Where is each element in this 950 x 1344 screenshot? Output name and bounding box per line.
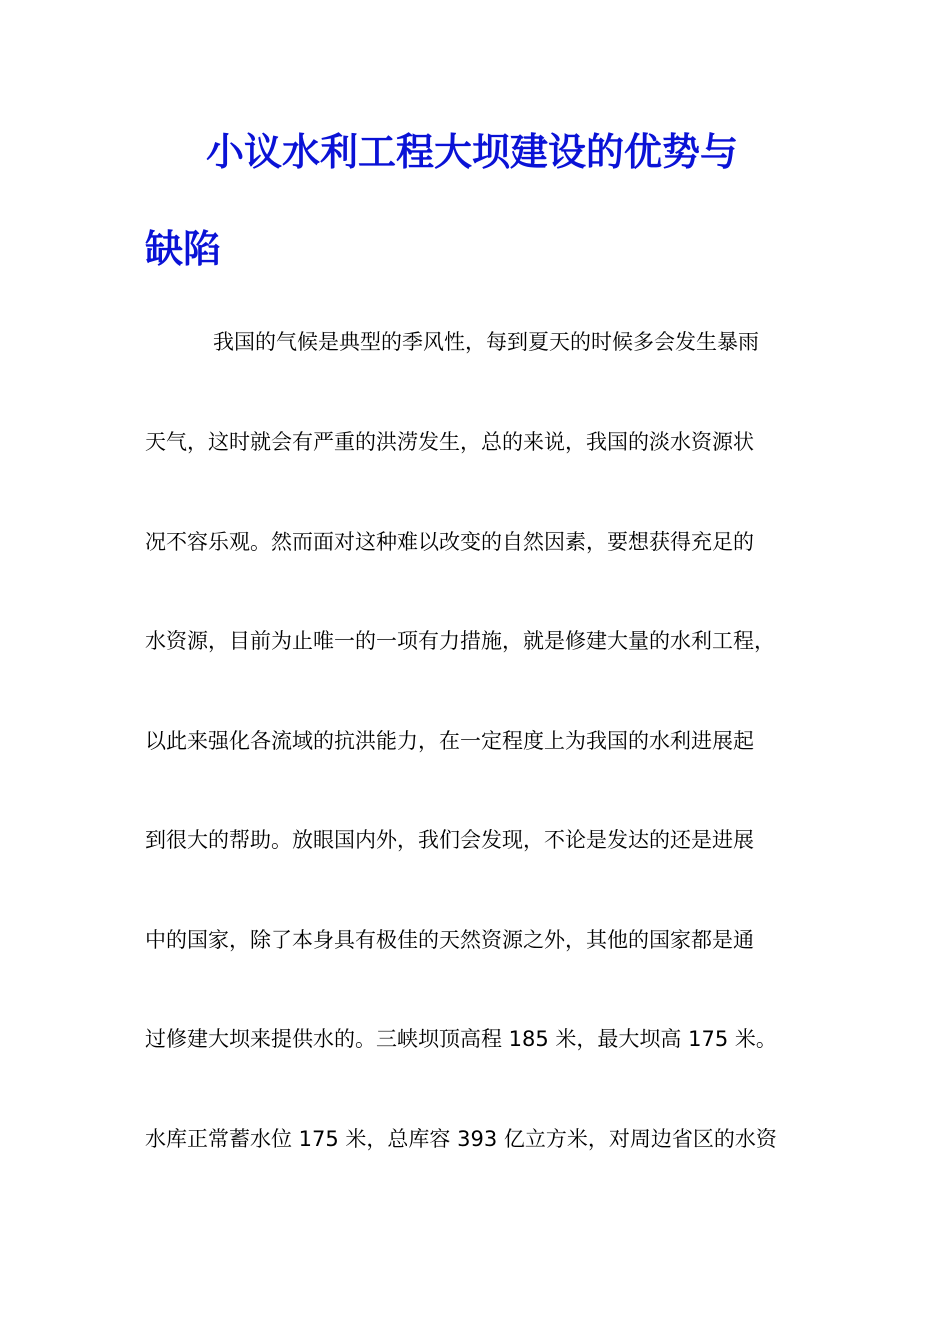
body-text-line-3: 况不容乐观。然而面对这种难以改变的自然因素，要想获得充足的	[145, 530, 754, 554]
body-text-line-9: 水库正常蓄水位 175 米，总库容 393 亿立方米，对周边省区的水资	[145, 1127, 777, 1151]
body-text-line-2: 天气，这时就会有严重的洪涝发生，总的来说，我国的淡水资源状	[145, 430, 754, 454]
body-text-line-4: 水资源，目前为止唯一的一项有力措施，就是修建大量的水利工程，	[145, 629, 775, 653]
body-text-line-1: 我国的气候是典型的季风性，每到夏天的时候多会发生暴雨	[213, 330, 759, 354]
document-title-line-2: 缺陷	[145, 226, 222, 271]
document-title-line-1: 小议水利工程大坝建设的优势与	[206, 129, 739, 174]
body-text-line-6: 到很大的帮助。放眼国内外，我们会发现，不论是发达的还是进展	[145, 828, 754, 852]
body-text-line-5: 以此来强化各流域的抗洪能力，在一定程度上为我国的水利进展起	[145, 729, 754, 753]
body-text-line-8: 过修建大坝来提供水的。三峡坝顶高程 185 米，最大坝高 175 米。	[145, 1027, 777, 1051]
body-text-line-7: 中的国家，除了本身具有极佳的天然资源之外，其他的国家都是通	[145, 928, 754, 952]
